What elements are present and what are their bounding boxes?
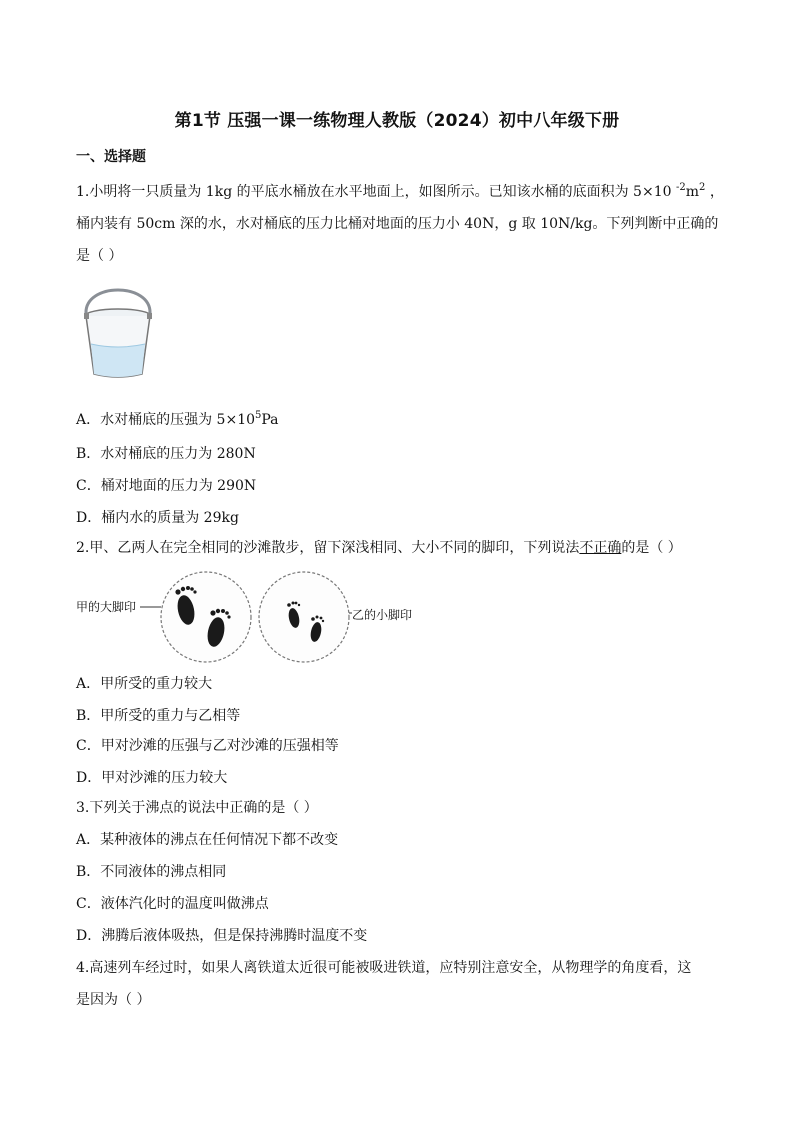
q4-stem-line-1: 4.高速列车经过时，如果人离铁道太近很可能被吸进铁道，应特别注意安全，从物理学的角度看，这 [76,960,692,976]
q1-option-a[interactable]: A．水对桶底的压强为 $5\times 10^5Pa$ [76,410,279,428]
page-title: 第1节 压强一课一练物理人教版（2024）初中八年级下册 [174,111,620,131]
label-jia-big-footprint: 甲的大脚印 [76,600,137,614]
footprints-figure [140,570,360,666]
q2-option-a[interactable]: A．甲所受的重力较大 [76,676,213,692]
q3-stem: 3.下列关于沸点的说法中正确的是（ ） [76,800,318,816]
label-yi-small-footprint: 乙的小脚印 [352,608,413,622]
q2-option-d[interactable]: D．甲对沙滩的压力较大 [76,770,228,786]
section-heading: 一、选择题 [76,149,146,165]
q3-option-b[interactable]: B．不同液体的沸点相同 [76,864,227,880]
q2-option-b[interactable]: B．甲所受的重力与乙相等 [76,708,241,724]
q1-option-c[interactable]: C．桶对地面的压力为 290N [76,478,257,494]
q3-option-a[interactable]: A．某种液体的沸点在任何情况下都不改变 [76,832,339,848]
q1-stem-line-2: 桶内装有 50cm 深的水，水对桶底的压力比桶对地面的压力小 40N，g 取 10N/kg。下列判断中正确的 [76,216,719,232]
bucket-figure [78,286,158,382]
q1-stem-line-1: 1.小明将一只质量为 1kg 的平底水桶放在水平地面上，如图所示。已知该水桶的底面积为 5×10 $^{-2}m^2$ ， [76,182,724,200]
q1-stem-line-3: 是（ ） [76,248,123,264]
q2-option-c[interactable]: C．甲对沙滩的压强与乙对沙滩的压强相等 [76,738,339,754]
q4-stem-line-2: 是因为（ ） [76,992,151,1008]
not-correct-underline: 不正确 [579,540,622,556]
q3-option-d[interactable]: D．沸腾后液体吸热，但是保持沸腾时温度不变 [76,928,368,944]
q1-option-b[interactable]: B．水对桶底的压力为 280N [76,446,256,462]
q3-option-c[interactable]: C．液体汽化时的温度叫做沸点 [76,896,269,912]
q2-stem: 2.甲、乙两人在完全相同的沙滩散步，留下深浅相同、大小不同的脚印，下列说法不正确的是（ ） [76,540,682,556]
q1-option-d[interactable]: D．桶内水的质量为 29kg [76,510,239,526]
